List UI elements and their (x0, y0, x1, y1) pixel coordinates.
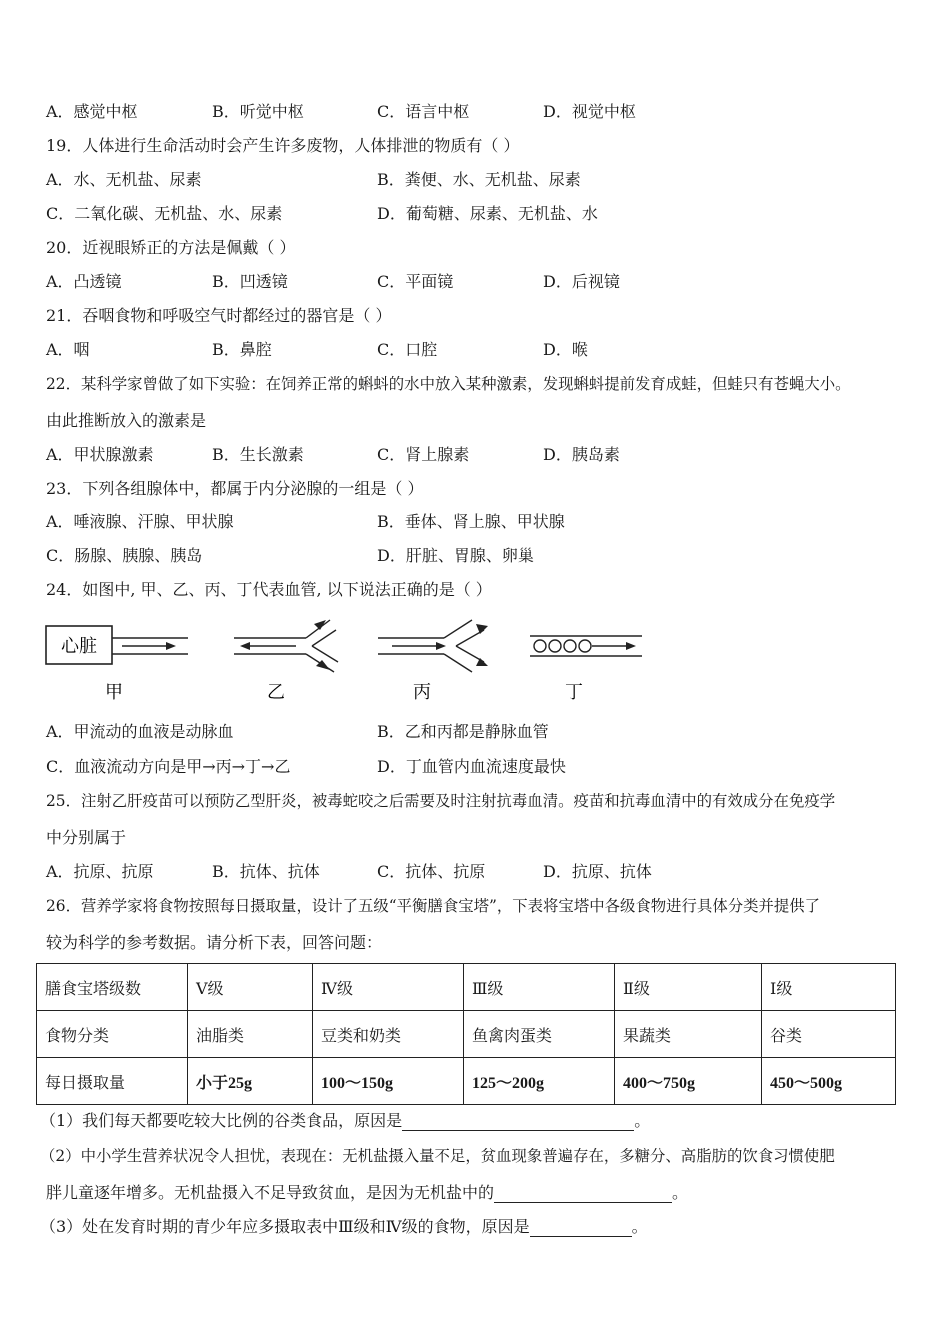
q24-option-d: D．丁血管内血流速度最快 (377, 757, 566, 776)
table-cell: 豆类和奶类 (313, 1011, 464, 1058)
q20-option-c: C．平面镜 (377, 272, 454, 291)
vessel-label-jia: 甲 (105, 682, 123, 703)
q18-option-c: C．语言中枢 (377, 102, 470, 121)
q19-option-d: D．葡萄糖、尿素、无机盐、水 (377, 204, 598, 223)
q26-sub1-text: （1）我们每天都要吃较大比例的谷类食品，原因是 (40, 1111, 403, 1130)
q24-stem: 24．如图中, 甲、乙、丙、丁代表血管, 以下说法正确的是（ ） (46, 580, 492, 599)
q26-sub3-text: （3）处在发育时期的青少年应多摄取表中Ⅲ级和Ⅳ级的食物，原因是 (40, 1217, 530, 1236)
q23-option-a: A．唾液腺、汗腺、甲状腺 (46, 512, 234, 531)
table-cell: 450～500g (762, 1058, 896, 1105)
q26-stem-line2: 较为科学的参考数据。请分析下表，回答问题： (46, 933, 383, 952)
table-cell: 400～750g (615, 1058, 762, 1105)
table-cell: 食物分类 (37, 1011, 188, 1058)
q21-stem: 21．吞咽食物和呼吸空气时都经过的器官是（ ） (46, 306, 392, 325)
q23-option-c: C．肠腺、胰腺、胰岛 (46, 546, 203, 565)
q23-stem: 23．下列各组腺体中，都属于内分泌腺的一组是（ ） (46, 479, 424, 498)
table-cell: Ⅴ级 (188, 964, 313, 1011)
heart-label: 心脏 (61, 636, 97, 657)
arrow-right-icon (166, 642, 176, 650)
table-cell: 谷类 (762, 1011, 896, 1058)
answer-blank-3[interactable] (530, 1220, 632, 1237)
q24-option-b: B．乙和丙都是静脉血管 (377, 722, 549, 741)
q20-option-b: B．凹透镜 (212, 272, 288, 291)
arrow-left-icon (240, 642, 250, 650)
q24-option-a: A．甲流动的血液是动脉血 (46, 722, 234, 741)
table-cell: 小于25g (188, 1058, 313, 1105)
q22-stem-line1: 22．某科学家曾做了如下实验：在饲养正常的蝌蚪的水中放入某种激素，发现蝌蚪提前发育成蛙，但蛙只有苍蝇大小。 (46, 375, 851, 393)
q26-sub2-line2 (46, 1183, 688, 1203)
q25-option-d: D．抗原、抗体 (543, 862, 652, 881)
q19-option-c: C．二氧化碳、无机盐、水、尿素 (46, 204, 283, 223)
q18-option-b: B．听觉中枢 (212, 102, 304, 121)
q21-option-c: C．口腔 (377, 340, 438, 359)
q20-stem: 20．近视眼矫正的方法是佩戴（ ） (46, 238, 296, 257)
q18-option-a: A．感觉中枢 (46, 102, 138, 121)
q19-option-a: A．水、无机盐、尿素 (46, 170, 202, 189)
q22-option-b: B．生长激素 (212, 445, 304, 464)
q22-option-c: C．肾上腺素 (377, 445, 470, 464)
q19-option-b: B．粪便、水、无机盐、尿素 (377, 170, 581, 189)
table-cell: 膳食宝塔级数 (37, 964, 188, 1011)
q21-option-d: D．喉 (543, 340, 588, 359)
table-cell: 果蔬类 (615, 1011, 762, 1058)
q20-option-d: D．后视镜 (543, 272, 620, 291)
vessel-label-bing: 丙 (413, 682, 431, 703)
q22-stem-line2: 由此推断放入的激素是 (46, 411, 207, 430)
answer-blank-1[interactable] (402, 1114, 634, 1131)
table-cell: Ⅲ级 (464, 964, 615, 1011)
table-cell: 油脂类 (188, 1011, 313, 1058)
q25-option-b: B．抗体、抗体 (212, 862, 320, 881)
table-cell: Ⅰ级 (762, 964, 896, 1011)
q26-sub2-line1: （2）中小学生营养状况令人担忧，表现在：无机盐摄入量不足，贫血现象普遍存在，多糖分、高脂肪的饮食习惯使肥 (40, 1147, 835, 1165)
food-pyramid-table (36, 963, 896, 1105)
q26-sub2-end: 。 (672, 1183, 689, 1202)
blood-vessel-diagram (44, 616, 664, 708)
q23-option-b: B．垂体、肾上腺、甲状腺 (377, 512, 565, 531)
q26-sub1 (40, 1111, 650, 1131)
q26-sub3 (40, 1217, 648, 1237)
table-cell: Ⅳ级 (313, 964, 464, 1011)
q19-stem: 19．人体进行生命活动时会产生许多废物，人体排泄的物质有（ ） (46, 136, 520, 155)
q21-option-b: B．鼻腔 (212, 340, 272, 359)
q22-option-a: A．甲状腺激素 (46, 445, 154, 464)
table-row (37, 964, 896, 1011)
q25-option-a: A．抗原、抗原 (46, 862, 154, 881)
q21-option-a: A．咽 (46, 340, 90, 359)
table-cell: 125～200g (464, 1058, 615, 1105)
q20-option-a: A．凸透镜 (46, 272, 122, 291)
answer-blank-2[interactable] (494, 1186, 672, 1203)
q25-option-c: C．抗体、抗原 (377, 862, 486, 881)
table-row (37, 1058, 896, 1105)
q26-stem-line1: 26．营养学家将食物按照每日摄取量，设计了五级“平衡膳食宝塔”，下表将宝塔中各级食物进行具体分类并提供了 (46, 897, 821, 915)
q18-option-d: D．视觉中枢 (543, 102, 636, 121)
q22-option-d: D．胰岛素 (543, 445, 620, 464)
vessel-label-ding: 丁 (565, 682, 583, 703)
table-cell: 每日摄取量 (37, 1058, 188, 1105)
table-cell: Ⅱ级 (615, 964, 762, 1011)
table-row (37, 1011, 896, 1058)
q25-stem-line2: 中分别属于 (46, 828, 127, 847)
q23-option-d: D．肝脏、胃腺、卵巢 (377, 546, 534, 565)
q26-sub2-text: 胖儿童逐年增多。无机盐摄入不足导致贫血，是因为无机盐中的 (46, 1183, 495, 1202)
q26-sub1-end: 。 (634, 1111, 651, 1130)
q25-stem-line1: 25．注射乙肝疫苗可以预防乙型肝炎，被毒蛇咬之后需要及时注射抗毒血清。疫苗和抗毒血清中的有效成分在免疫学 (46, 792, 836, 810)
table-cell: 100～150g (313, 1058, 464, 1105)
vessel-label-yi: 乙 (267, 682, 285, 703)
q24-option-c: C．血液流动方向是甲→丙→丁→乙 (46, 757, 291, 776)
q26-sub3-end: 。 (631, 1217, 648, 1236)
table-cell: 鱼禽肉蛋类 (464, 1011, 615, 1058)
